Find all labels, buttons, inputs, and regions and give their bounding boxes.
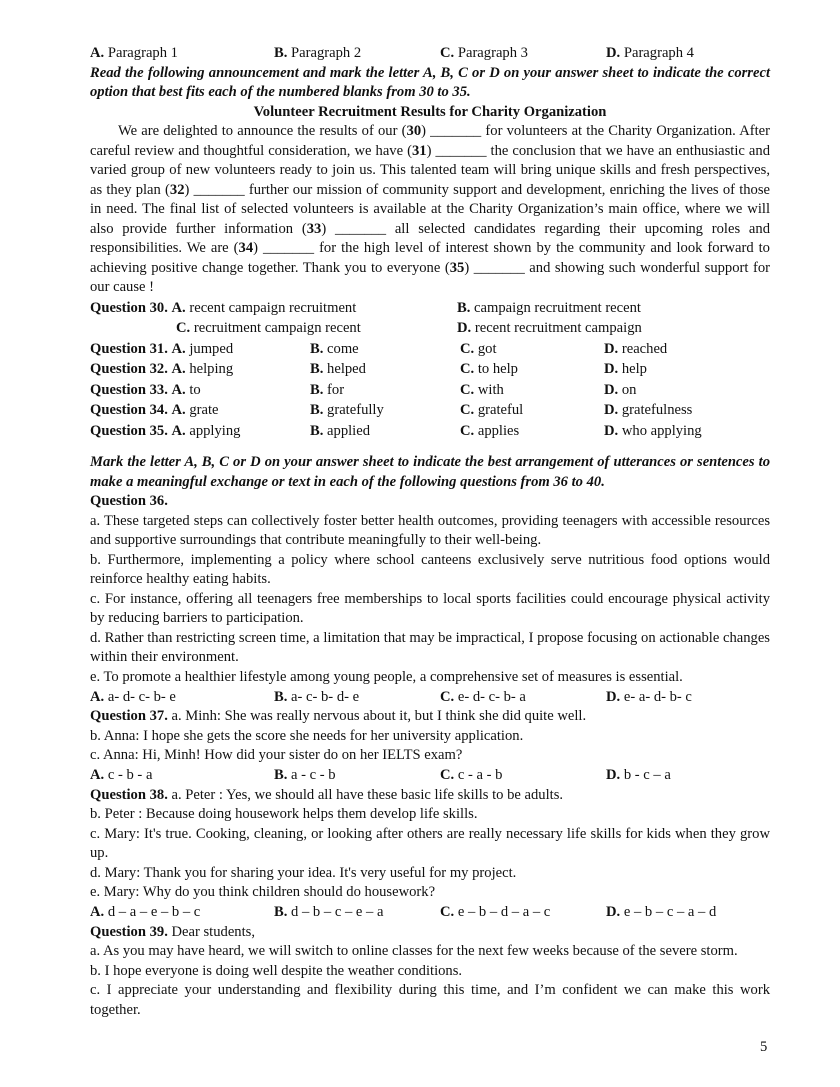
q39-item-c: c. I appreciate your understanding and flexibility during this time, and I’m confident we can make this work together. [90,982,770,1018]
question-34: Question 34. A. grate B. gratefully C. grateful D. gratefulness [90,402,693,418]
question-39: Question 39. Dear students, [90,923,255,940]
question-35: Question 35. A. applying B. applied C. applies D. who applying [90,422,702,439]
q36-item-c: c. For instance, offering all teenagers free memberships to local sports facilities could encourage physical activity by reducing barriers to participation. [90,590,770,626]
q37-item-c: c. Anna: Hi, Minh! How did your sister do on her IELTS exam? [90,747,463,763]
q39-item-a: a. As you may have heard, we will switch to online classes for the next few weeks because of the severe storm. [90,943,738,959]
q38-item-d: d. Mary: Thank you for sharing your idea. It's very useful for my project. [90,864,517,881]
q38-item-e: e. Mary: Why do you think children should do housework? [90,884,436,900]
q37-item-b: b. Anna: I hope she gets the score she needs for her university application. [90,727,524,744]
q37-options: A. c - b - a B. a - c - b C. c - a - b D. b - c – a [90,767,671,783]
q36-item-b: b. Furthermore, implementing a policy where school canteens exclusively serve nutritious food options would reinforce healthy eating habits. [90,551,770,587]
question-30-row-1: Question 30. A. recent campaign recruitment B. campaign recruitment recent [90,299,641,316]
q39-item-b: b. I hope everyone is doing well despite the weather conditions. [90,962,463,979]
q36-item-a: a. These targeted steps can collectively foster better health outcomes, providing teenagers with accessible resources and supportive surroundings that contribute meaningfully to their well-being. [90,512,770,548]
question-32: Question 32. A. helping B. helped C. to help D. help [90,361,647,377]
option-b: B. Paragraph 2 [274,45,362,61]
option-a: A. Paragraph 1 [90,45,178,61]
page-content [90,44,770,1020]
question-31: Question 31. A. jumped B. come C. got D. reached [90,340,668,357]
q36-item-e: e. To promote a healthier lifestyle among young people, a comprehensive set of measures is essential. [90,668,683,685]
q38-item-b: b. Peter : Because doing housework helps them develop life skills. [90,806,478,822]
q36-options: A. a- d- c- b- e B. a- c- b- d- e C. e- d- c- b- a D. e- a- d- b- c [90,688,692,705]
announcement-passage: We are delighted to announce the results of our (30) _______ for volunteers at the Charity Organization. After careful review and thoughtful consideration, we have (31) _______ the conclusion that we have an enthusiastic and varied group of new volunteers ready to join us. This talented team will bring unique skills and fresh perspectives, as they plan (32) _______ further our mission of community support and development, enriching the lives of those in need. The final list of selected volunteers is available at the Charity Organization’s main office, where we will also provide further information (33) _______ all selected candidates regarding their upcoming roles and responsibilities. We are (34) _______ for the high level of interest shown by the community and look forward to achieving positive change together. Thank you to everyone (35) _______ and showing such wonderful support for our cause ! [90,123,770,295]
instruction-36-40: Mark the letter A, B, C or D on your answer sheet to indicate the best arrangement of utterances or sentences to make a meaningful exchange or text in each of the following questions from 36 to 40. [90,454,770,490]
question-36-label: Question 36. [90,493,168,509]
question-30-row-2: C. recruitment campaign recent D. recent recruitment campaign [176,320,642,336]
q38-item-c: c. Mary: It's true. Cooking, cleaning, or looking after others are really necessary life skills for kids when they grow up. [90,825,770,861]
question-33: Question 33. A. to B. for C. with D. on [90,381,637,398]
option-c: C. Paragraph 3 [440,45,528,61]
page-number: 5 [760,1039,768,1055]
option-d: D. Paragraph 4 [606,45,694,61]
announcement-title: Volunteer Recruitment Results for Charity Organization [253,103,607,120]
q36-item-d: d. Rather than restricting screen time, a limitation that may be impractical, I propose focusing on actionable changes within their environment. [90,629,770,665]
question-38: Question 38. a. Peter : Yes, we should all have these basic life skills to be adults. [90,786,564,803]
instruction-30-35: Read the following announcement and mark the letter A, B, C or D on your answer sheet to indicate the correct option that best fits each of the numbered blanks from 30 to 35. [90,64,770,100]
question-37: Question 37. a. Minh: She was really nervous about it, but I think she did quite well. [90,708,587,724]
previous-question-options [90,44,770,64]
q38-options: A. d – a – e – b – c B. d – b – c – e – a C. e – b – d – a – c D. e – b – c – a – d [90,904,717,920]
